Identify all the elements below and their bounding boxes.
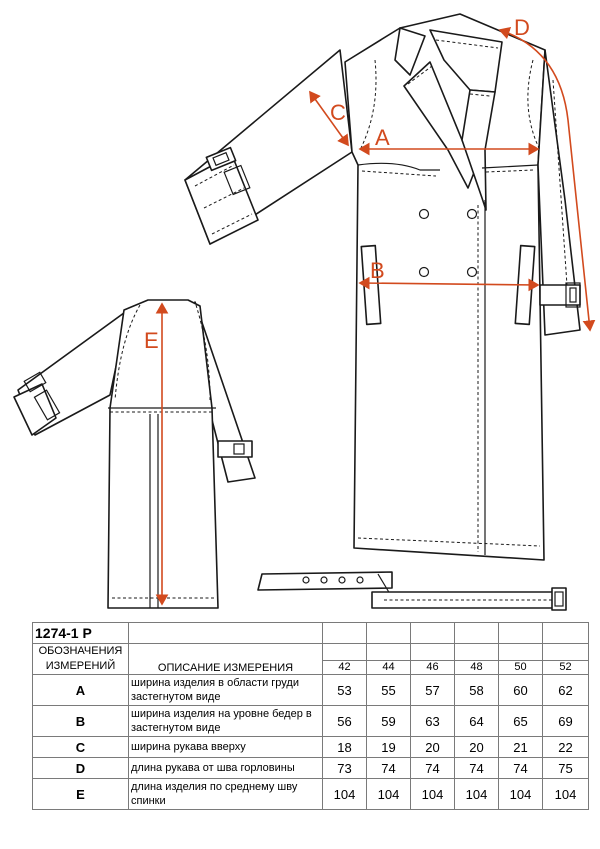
row-value: 59: [367, 706, 411, 737]
row-value: 58: [455, 675, 499, 706]
label-d: D: [514, 15, 530, 40]
row-value: 60: [499, 675, 543, 706]
row-code: D: [33, 758, 129, 779]
table-row-b: [33, 706, 589, 737]
row-code: B: [33, 706, 129, 737]
code-header-line-1: ОБОЗНАЧЕНИЯ: [38, 645, 123, 657]
size-table: [32, 622, 589, 810]
row-value: 104: [411, 779, 455, 810]
belt-drawing: [258, 572, 566, 610]
model-row: [33, 623, 589, 644]
row-value: 74: [367, 758, 411, 779]
table-row-d: [33, 758, 589, 779]
row-value: 19: [367, 737, 411, 758]
row-value: 57: [411, 675, 455, 706]
row-value: 104: [367, 779, 411, 810]
row-description: ширина изделия на уровне бедер в застегнутом виде: [129, 706, 323, 737]
model-number: 1274-1 Р: [33, 623, 129, 644]
row-value: 18: [323, 737, 367, 758]
row-value: 69: [543, 706, 589, 737]
row-value: 55: [367, 675, 411, 706]
size-52: 52: [543, 660, 589, 674]
row-value: 74: [411, 758, 455, 779]
row-code: E: [33, 779, 129, 810]
row-value: 56: [323, 706, 367, 737]
row-description: длина изделия по среднему шву спинки: [129, 779, 323, 810]
table-row-e: [33, 779, 589, 810]
row-description: ширина рукава вверху: [129, 737, 323, 758]
row-value: 65: [499, 706, 543, 737]
size-44: 44: [367, 660, 411, 674]
label-c: C: [330, 100, 346, 125]
row-description: длина рукава от шва горловины: [129, 758, 323, 779]
row-value: 63: [411, 706, 455, 737]
row-description: ширина изделия в области груди застегнутом виде: [129, 675, 323, 706]
size-46: 46: [411, 660, 455, 674]
row-value: 21: [499, 737, 543, 758]
row-value: 74: [499, 758, 543, 779]
row-value: 75: [543, 758, 589, 779]
row-value: 20: [411, 737, 455, 758]
code-header-line-2: ИЗМЕРЕНИЙ: [45, 660, 116, 672]
row-value: 104: [455, 779, 499, 810]
coat-back-drawing: [14, 300, 255, 608]
size-48: 48: [455, 660, 499, 674]
row-value: 74: [455, 758, 499, 779]
row-value: 64: [455, 706, 499, 737]
row-value: 104: [499, 779, 543, 810]
description-header: ОПИСАНИЕ ИЗМЕРЕНИЯ: [129, 644, 323, 675]
label-a: A: [375, 125, 390, 150]
row-value: 104: [543, 779, 589, 810]
row-value: 104: [323, 779, 367, 810]
row-value: 53: [323, 675, 367, 706]
table-row-a: [33, 675, 589, 706]
row-value: 62: [543, 675, 589, 706]
row-code: A: [33, 675, 129, 706]
row-value: 20: [455, 737, 499, 758]
table-row-c: [33, 737, 589, 758]
row-value: 73: [323, 758, 367, 779]
code-header: [33, 644, 129, 675]
row-code: C: [33, 737, 129, 758]
header-row: [33, 644, 589, 661]
size-50: 50: [499, 660, 543, 674]
row-value: 22: [543, 737, 589, 758]
label-e: E: [144, 328, 159, 353]
label-b: B: [370, 258, 385, 283]
size-42: 42: [323, 660, 367, 674]
